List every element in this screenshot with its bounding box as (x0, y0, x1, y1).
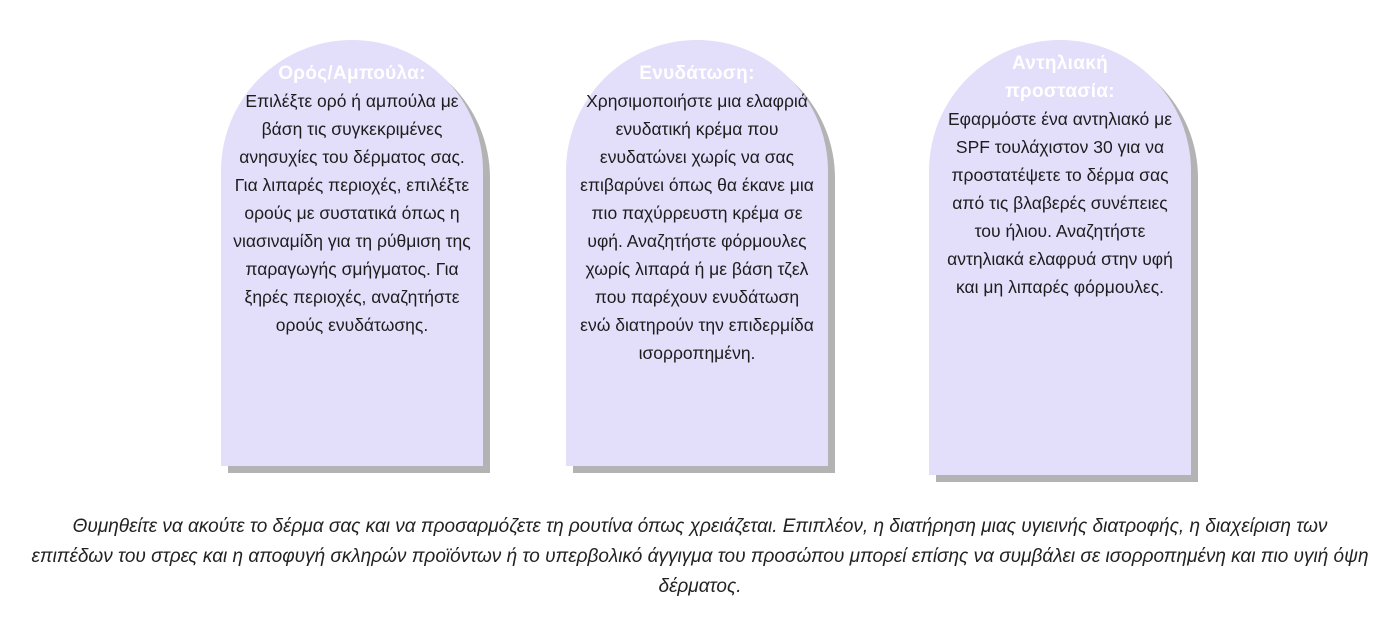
card-title: Αντηλιακή προστασία: (1005, 53, 1115, 102)
card-body: Χρησιμοποιήστε μια ελαφριά ενυδατική κρέμα που ενυδατώνει χωρίς να σας επιβαρύνει όπως θα έκανε μια πιο παχύρρευστη κρέμα σε υφή. Αναζητήστε φόρμουλες χωρίς λιπαρά ή με βάση τζελ που παρέχουν ενυδάτωση ενώ διατηρούν την επιδερμίδα ισορροπημένη. (580, 91, 814, 363)
hydration-card (566, 40, 828, 466)
card-body: Επιλέξτε ορό ή αμπούλα με βάση τις συγκεκριμένες ανησυχίες του δέρματος σας. Για λιπαρές περιοχές, επιλέξτε ορούς με συστατικά όπως η νιασιναμίδη για τη ρύθμιση της παραγωγής σμήγματος. Για ξηρές περιοχές, αναζητήστε ορούς ενυδάτωσης. (233, 91, 471, 335)
card-body: Εφαρμόστε ένα αντηλιακό με SPF τουλάχιστον 30 για να προστατέψετε το δέρμα σας από τις βλαβερές συνέπειες του ήλιου. Αναζητήστε αντηλιακά ελαφρυά στην υφή και μη λιπαρές φόρμουλες. (947, 109, 1173, 297)
sunscreen-card (929, 40, 1191, 475)
card-title: Ενυδάτωση: (639, 63, 755, 84)
footer-note: Θυμηθείτε να ακούτε το δέρμα σας και να προσαρμόζετε τη ρουτίνα όπως χρειάζεται. Επιπλέον, η διατήρηση μιας υγιεινής διατροφής, η διαχείριση των επιπέδων του στρες και η αποφυγή σκληρών προϊόντων ή το υπερβολικό άγγιγμα του προσώπου μπορεί επίσης να συμβάλει σε ισορροπημένη και πιο υγιή όψη δέρματος. (31, 516, 1369, 597)
card-title: Ορός/Αμπούλα: (278, 63, 426, 84)
serum-card (221, 40, 483, 466)
